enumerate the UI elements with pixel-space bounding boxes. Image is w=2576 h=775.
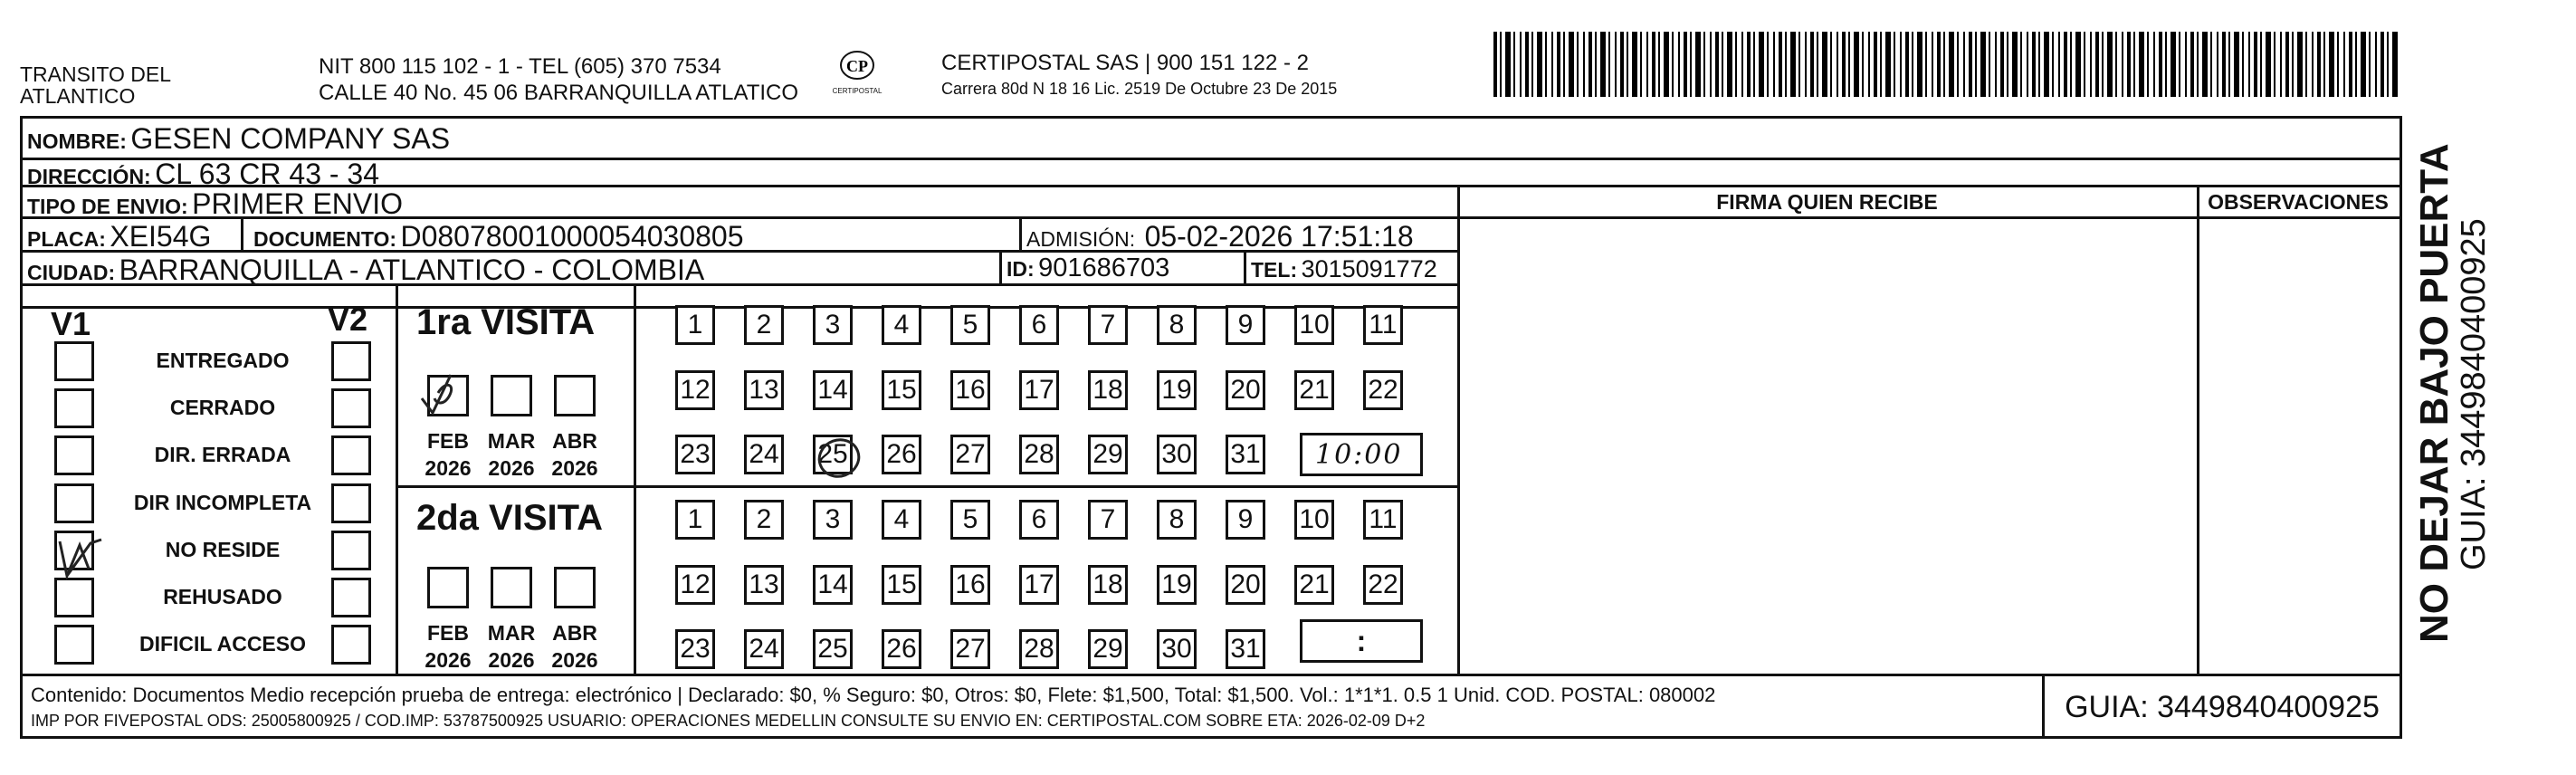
visit1-month-label-abr bbox=[543, 427, 606, 482]
direccion-value: CL 63 CR 43 - 34 bbox=[155, 158, 380, 190]
visit1-month-checkbox-abr[interactable] bbox=[554, 375, 596, 416]
documento-label: DOCUMENTO: bbox=[253, 227, 397, 251]
visit2-day-16[interactable]: 16 bbox=[950, 565, 990, 605]
footer-divider bbox=[20, 674, 2402, 676]
visit2-month-checkbox-feb[interactable] bbox=[427, 567, 469, 608]
visit2-month-label-feb bbox=[416, 619, 480, 674]
visit2-day-7[interactable]: 7 bbox=[1088, 500, 1128, 540]
visit2-day-10[interactable]: 10 bbox=[1294, 500, 1334, 540]
signature-header-line bbox=[1457, 216, 2402, 219]
v1-checkbox-entregado[interactable] bbox=[54, 341, 94, 381]
admision-field bbox=[1026, 220, 1414, 254]
visit1-day-26[interactable]: 26 bbox=[882, 435, 921, 474]
visit2-time-box bbox=[1300, 619, 1423, 663]
issuer-address: CALLE 40 No. 45 06 BARRANQUILLA ATLATICO bbox=[319, 81, 799, 105]
visit1-day-3[interactable]: 3 bbox=[813, 305, 853, 345]
visit2-month-name: MAR bbox=[487, 621, 536, 645]
placa-label: PLACA: bbox=[27, 227, 106, 251]
feb-handwritten-mark bbox=[415, 371, 463, 420]
side-guia: GUIA: 3449840400925 bbox=[2455, 218, 2493, 570]
visit2-day-6[interactable]: 6 bbox=[1019, 500, 1059, 540]
visit1-day-28[interactable]: 28 bbox=[1019, 435, 1059, 474]
tel-label: TEL: bbox=[1251, 258, 1298, 282]
visit2-day-28[interactable]: 28 bbox=[1019, 629, 1059, 669]
v2-checkbox-no-reside[interactable] bbox=[331, 531, 371, 570]
visit1-day-17[interactable]: 17 bbox=[1019, 370, 1059, 410]
cell-divider bbox=[241, 216, 243, 250]
visit2-day-21[interactable]: 21 bbox=[1294, 565, 1334, 605]
visit1-month-year: 2026 bbox=[488, 456, 535, 480]
footer-contenido: Contenido: Documentos Medio recepción prueba de entrega: electrónico | Declarado: $0, % Seguro: $0, Otros: $0, Flete: $1,500, Total: $1,500. Vol.: 1*1*1. 0.5 1 Unid. COD. POSTAL: 080002 bbox=[31, 684, 1716, 706]
ciudad-value: BARRANQUILLA - ATLANTICO - COLOMBIA bbox=[119, 254, 705, 286]
v2-checkbox-dir-incompleta[interactable] bbox=[331, 483, 371, 523]
visit1-day-2[interactable]: 2 bbox=[744, 305, 784, 345]
issuer-name: TRANSITO DEL ATLANTICO bbox=[20, 62, 171, 108]
visit1-day-22[interactable]: 22 bbox=[1363, 370, 1403, 410]
visit-divider bbox=[634, 283, 636, 674]
v1-checkbox-dir-errada[interactable] bbox=[54, 435, 94, 475]
visit2-day-13[interactable]: 13 bbox=[744, 565, 784, 605]
side-warning: NO DEJAR BAJO PUERTA bbox=[2412, 143, 2457, 643]
day-25-circle-mark bbox=[815, 433, 863, 483]
visit1-day-8[interactable]: 8 bbox=[1157, 305, 1197, 345]
visit1-month-checkbox-mar[interactable] bbox=[491, 375, 532, 416]
footer-guia-divider bbox=[2042, 674, 2045, 739]
barcode bbox=[1493, 32, 2400, 97]
visit2-month-year: 2026 bbox=[488, 648, 535, 672]
placa-value: XEI54G bbox=[110, 220, 212, 253]
visit1-day-5[interactable]: 5 bbox=[950, 305, 990, 345]
status-label-rehusado: REHUSADO bbox=[163, 585, 282, 608]
v1-checkbox-dificil-acceso[interactable] bbox=[54, 625, 94, 665]
status-label-cerrado: CERRADO bbox=[169, 396, 276, 419]
visit1-time-handwritten: 10:00 bbox=[1315, 439, 1403, 471]
visit2-month-checkbox-mar[interactable] bbox=[491, 567, 532, 608]
visit1-day-16[interactable]: 16 bbox=[950, 370, 990, 410]
status-divider bbox=[396, 283, 398, 674]
visit1-day-6[interactable]: 6 bbox=[1019, 305, 1059, 345]
visit2-day-17[interactable]: 17 bbox=[1019, 565, 1059, 605]
visit1-day-1[interactable]: 1 bbox=[675, 305, 715, 345]
visit2-day-18[interactable]: 18 bbox=[1088, 565, 1128, 605]
admision-value: 05-02-2026 17:51:18 bbox=[1144, 220, 1414, 253]
visit1-day-12[interactable]: 12 bbox=[675, 370, 715, 410]
cell-divider bbox=[999, 250, 1002, 283]
id-value: 901686703 bbox=[1038, 254, 1170, 282]
visit1-month-name: ABR bbox=[552, 429, 597, 453]
visit2-day-24[interactable]: 24 bbox=[744, 629, 784, 669]
documento-value: D08078001000054030805 bbox=[400, 220, 744, 253]
right-border bbox=[2399, 116, 2402, 739]
visit1-month-label-feb bbox=[416, 427, 480, 482]
visit1-day-15[interactable]: 15 bbox=[882, 370, 921, 410]
v1-label: V1 bbox=[51, 305, 91, 342]
visit1-title: 1ra VISITA bbox=[416, 302, 596, 342]
visit1-day-4[interactable]: 4 bbox=[882, 305, 921, 345]
ciudad-label: CIUDAD: bbox=[27, 261, 116, 284]
visit1-time-box bbox=[1300, 433, 1423, 476]
visit2-day-8[interactable]: 8 bbox=[1157, 500, 1197, 540]
v2-checkbox-dificil-acceso[interactable] bbox=[331, 625, 371, 665]
visit1-day-10[interactable]: 10 bbox=[1294, 305, 1334, 345]
visit2-day-15[interactable]: 15 bbox=[882, 565, 921, 605]
ciudad-field bbox=[27, 254, 704, 287]
nombre-row bbox=[27, 122, 450, 156]
visit1-day-30[interactable]: 30 bbox=[1157, 435, 1197, 474]
visit1-day-21[interactable]: 21 bbox=[1294, 370, 1334, 410]
visit2-month-name: ABR bbox=[552, 621, 597, 645]
visit2-month-name: FEB bbox=[427, 621, 469, 645]
tipo-envio-label: TIPO DE ENVIO: bbox=[27, 195, 188, 218]
status-label-dir-errada: DIR. ERRADA bbox=[154, 443, 291, 466]
visit1-day-9[interactable]: 9 bbox=[1226, 305, 1265, 345]
visit1-day-18[interactable]: 18 bbox=[1088, 370, 1128, 410]
visit1-day-14[interactable]: 14 bbox=[813, 370, 853, 410]
visit2-month-year: 2026 bbox=[551, 648, 598, 672]
visit2-day-20[interactable]: 20 bbox=[1226, 565, 1265, 605]
visit1-day-24[interactable]: 24 bbox=[744, 435, 784, 474]
visit1-day-27[interactable]: 27 bbox=[950, 435, 990, 474]
firma-label: FIRMA QUIEN RECIBE bbox=[1716, 190, 1938, 214]
v2-label: V2 bbox=[328, 301, 368, 338]
visit1-day-11[interactable]: 11 bbox=[1363, 305, 1403, 345]
visit2-month-year: 2026 bbox=[425, 648, 472, 672]
visit1-day-20[interactable]: 20 bbox=[1226, 370, 1265, 410]
visit1-month-name: FEB bbox=[427, 429, 469, 453]
v2-checkbox-rehusado[interactable] bbox=[331, 578, 371, 617]
visit2-day-1[interactable]: 1 bbox=[675, 500, 715, 540]
visit2-month-checkbox-abr[interactable] bbox=[554, 567, 596, 608]
visit2-day-31[interactable]: 31 bbox=[1226, 629, 1265, 669]
no-reside-handwritten-mark bbox=[54, 532, 109, 587]
tel-field bbox=[1251, 255, 1437, 283]
status-label-dificil-acceso: DIFICIL ACCESO bbox=[138, 632, 306, 655]
certipostal-logo-icon bbox=[837, 50, 877, 82]
visit2-day-27[interactable]: 27 bbox=[950, 629, 990, 669]
footer-imp-line: IMP POR FIVEPOSTAL ODS: 25005800925 / COD.IMP: 53787500925 USUARIO: OPERACIONES MEDELLIN CONSULTE SU ENVIO EN: CERTIPOSTAL.COM SOBRE ETA: 2026-02-09 D+2 bbox=[31, 712, 1426, 730]
v2-checkbox-cerrado[interactable] bbox=[331, 388, 371, 428]
direccion-label: DIRECCIÓN: bbox=[27, 165, 151, 188]
visit1-month-year: 2026 bbox=[425, 456, 472, 480]
nombre-value: GESEN COMPANY SAS bbox=[130, 122, 451, 155]
observaciones-divider bbox=[2197, 185, 2199, 674]
cell-divider bbox=[1244, 250, 1246, 283]
v1-checkbox-dir-incompleta[interactable] bbox=[54, 483, 94, 523]
visit-row-divider bbox=[396, 485, 1459, 488]
svg-text:CP: CP bbox=[846, 57, 868, 75]
nombre-label: NOMBRE: bbox=[27, 129, 127, 153]
footer-guia: GUIA: 3449840400925 bbox=[2065, 690, 2380, 724]
direccion-row bbox=[27, 158, 379, 191]
v2-checkbox-dir-errada[interactable] bbox=[331, 435, 371, 475]
visit1-month-year: 2026 bbox=[551, 456, 598, 480]
visit1-month-label-mar bbox=[480, 427, 543, 482]
visit2-day-5[interactable]: 5 bbox=[950, 500, 990, 540]
visit1-day-13[interactable]: 13 bbox=[744, 370, 784, 410]
visit1-day-25[interactable]: 25 bbox=[813, 435, 853, 474]
admision-label: ADMISIÓN: bbox=[1026, 227, 1136, 251]
visit2-day-3[interactable]: 3 bbox=[813, 500, 853, 540]
visit2-day-9[interactable]: 9 bbox=[1226, 500, 1265, 540]
visit2-day-29[interactable]: 29 bbox=[1088, 629, 1128, 669]
visit2-day-12[interactable]: 12 bbox=[675, 565, 715, 605]
v2-checkbox-entregado[interactable] bbox=[331, 341, 371, 381]
visit2-day-26[interactable]: 26 bbox=[882, 629, 921, 669]
certipostal-logo-text: CERTIPOSTAL bbox=[832, 87, 883, 95]
v1-checkbox-cerrado[interactable] bbox=[54, 388, 94, 428]
tipo-envio-row bbox=[27, 187, 403, 221]
status-label-entregado: ENTREGADO bbox=[156, 349, 290, 372]
visit1-day-19[interactable]: 19 bbox=[1157, 370, 1197, 410]
courier-name: CERTIPOSTAL SAS | 900 151 122 - 2 bbox=[941, 51, 1309, 75]
certipostal-logo bbox=[825, 50, 889, 95]
placa-field bbox=[27, 220, 211, 254]
visit2-month-label-mar bbox=[480, 619, 543, 674]
documento-field bbox=[253, 220, 744, 254]
id-label: ID: bbox=[1007, 257, 1035, 281]
id-field bbox=[1007, 254, 1169, 283]
visit2-day-19[interactable]: 19 bbox=[1157, 565, 1197, 605]
cell-divider bbox=[1019, 216, 1022, 250]
issuer-nit: NIT 800 115 102 - 1 - TEL (605) 370 7534 bbox=[319, 54, 721, 79]
visit2-month-label-abr bbox=[543, 619, 606, 674]
visit2-day-14[interactable]: 14 bbox=[813, 565, 853, 605]
visit2-day-22[interactable]: 22 bbox=[1363, 565, 1403, 605]
visit2-day-2[interactable]: 2 bbox=[744, 500, 784, 540]
courier-address: Carrera 80d N 18 16 Lic. 2519 De Octubre 23 De 2015 bbox=[941, 80, 1338, 98]
visit2-day-25[interactable]: 25 bbox=[813, 629, 853, 669]
visit2-day-30[interactable]: 30 bbox=[1157, 629, 1197, 669]
visit1-month-name: MAR bbox=[487, 429, 536, 453]
status-label-no-reside: NO RESIDE bbox=[165, 538, 281, 561]
visit1-day-7[interactable]: 7 bbox=[1088, 305, 1128, 345]
visit1-day-29[interactable]: 29 bbox=[1088, 435, 1128, 474]
observaciones-label: OBSERVACIONES bbox=[2208, 190, 2389, 214]
signature-divider bbox=[1457, 185, 1460, 674]
visit2-time-placeholder: : bbox=[1356, 625, 1367, 657]
visit1-day-23[interactable]: 23 bbox=[675, 435, 715, 474]
tipo-envio-value: PRIMER ENVIO bbox=[192, 187, 404, 220]
status-label-dir-incompleta: DIR INCOMPLETA bbox=[133, 491, 312, 514]
tel-value: 3015091772 bbox=[1301, 255, 1437, 282]
visit2-day-11[interactable]: 11 bbox=[1363, 500, 1403, 540]
visit1-day-31[interactable]: 31 bbox=[1226, 435, 1265, 474]
visit2-day-4[interactable]: 4 bbox=[882, 500, 921, 540]
visit2-title: 2da VISITA bbox=[416, 498, 603, 538]
visit2-day-23[interactable]: 23 bbox=[675, 629, 715, 669]
